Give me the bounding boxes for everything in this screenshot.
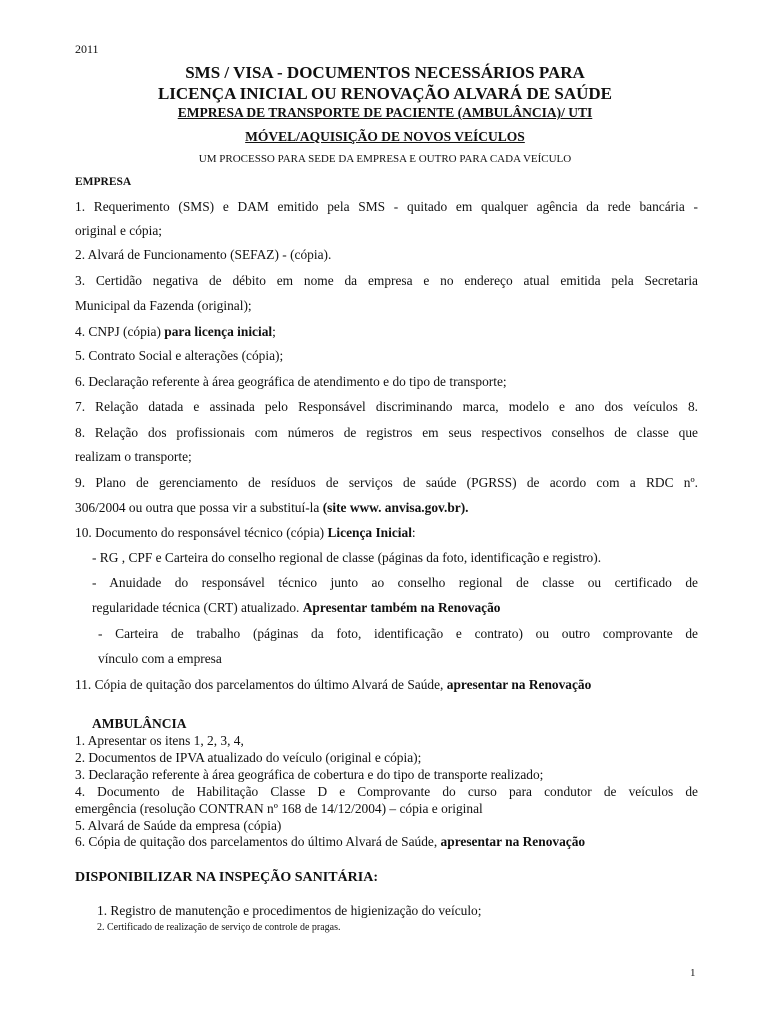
empresa-item-1-line-1: 1. Requerimento (SMS) e DAM emitido pela SMS - quitado em qualquer agência da rede bancária - [75, 199, 698, 214]
empresa-item-10-carteira-line-2: vínculo com a empresa [98, 651, 222, 666]
empresa-item-9-line-1: 9. Plano de gerenciamento de resíduos de serviços de saúde (PGRSS) de acordo com a RDC nº. [75, 475, 698, 490]
empresa-item-10-anuidade-text: regularidade técnica (CRT) atualizado. [92, 600, 303, 615]
anvisa-site-reference: (site www. anvisa.gov.br). [322, 500, 469, 515]
inspecao-item-1: 1. Registro de manutenção e procedimentos de higienização do veículo; [97, 903, 482, 918]
section-label-inspecao: DISPONIBILIZAR NA INSPEÇÃO SANITÁRIA: [75, 870, 379, 885]
empresa-item-11-text: 11. Cópia de quitação dos parcelamentos do último Alvará de Saúde, [75, 677, 447, 692]
empresa-item-8-line-1: 8. Relação dos profissionais com números de registros em seus respectivos conselhos de classe que [75, 425, 698, 440]
ambulancia-item-4-line-2: emergência (resolução CONTRAN nº 168 de 14/12/2004) – cópia e original [75, 801, 483, 816]
empresa-item-1-line-2: original e cópia; [75, 223, 163, 238]
section-label-ambulancia: AMBULÂNCIA [92, 716, 187, 731]
empresa-item-9-line-2 [75, 499, 698, 517]
document-year: 2011 [75, 42, 99, 56]
page-title-line-1: SMS / VISA - DOCUMENTOS NECESSÁRIOS PARA [185, 63, 585, 82]
empresa-item-5: 5. Contrato Social e alterações (cópia); [75, 348, 284, 363]
empresa-item-4-text: 4. CNPJ (cópia) [75, 324, 165, 339]
page-title-line-2: LICENÇA INICIAL OU RENOVAÇÃO ALVARÁ DE SAÚDE [157, 84, 613, 103]
empresa-item-10-emphasis: Licença Inicial [327, 525, 412, 540]
section-label-empresa: EMPRESA [75, 176, 132, 188]
empresa-item-10-anuidade-line-1: - Anuidade do responsável técnico junto ao conselho regional de classe ou certificado de [92, 575, 698, 590]
ambulancia-item-6-emphasis: apresentar na Renovação [440, 834, 586, 849]
empresa-item-10-text: 10. Documento do responsável técnico (cópia) [75, 525, 328, 540]
empresa-item-10 [75, 524, 698, 542]
empresa-item-11 [75, 676, 698, 694]
empresa-item-10-anuidade-line-2 [92, 599, 698, 617]
process-note: UM PROCESSO PARA SEDE DA EMPRESA E OUTRO PARA CADA VEÍCULO [198, 153, 572, 165]
empresa-item-4-emphasis: para licença inicial [164, 324, 273, 339]
empresa-item-7: 7. Relação datada e assinada pelo Responsável discriminando marca, modelo e ano dos veículos 8. [75, 399, 698, 414]
ambulancia-item-2: 2. Documentos de IPVA atualizado do veículo (original e cópia); [75, 750, 422, 765]
empresa-item-10-rg: - RG , CPF e Carteira do conselho regional de classe (páginas da foto, identificação e registro). [92, 550, 602, 565]
empresa-item-6: 6. Declaração referente à área geográfica de atendimento e do tipo de transporte; [75, 374, 507, 389]
ambulancia-item-3: 3. Declaração referente à área geográfica de cobertura e do tipo de transporte realizado; [75, 767, 544, 782]
empresa-item-3-line-1: 3. Certidão negativa de débito em nome da empresa e no endereço atual emitida pela Secretaria [75, 273, 698, 288]
empresa-item-8-line-2: realizam o transporte; [75, 449, 192, 464]
empresa-item-10-end: : [411, 525, 416, 540]
empresa-item-2: 2. Alvará de Funcionamento (SEFAZ) - (cópia). [75, 247, 332, 262]
ambulancia-item-6 [75, 834, 698, 851]
empresa-item-10-carteira-line-1: - Carteira de trabalho (páginas da foto, identificação e contrato) ou outro comprovante de [98, 626, 698, 641]
ambulancia-item-5: 5. Alvará de Saúde da empresa (cópia) [75, 818, 282, 833]
empresa-item-3-line-2: Municipal da Fazenda (original); [75, 298, 252, 313]
ambulancia-item-6-text: 6. Cópia de quitação dos parcelamentos do último Alvará de Saúde, [75, 834, 441, 849]
inspecao-item-2: 2. Certificado de realização de serviço de controle de pragas. [97, 922, 341, 933]
empresa-item-9-text: 306/2004 ou outra que possa vir a substituí-la [75, 500, 323, 515]
page-number: 1 [690, 967, 696, 979]
empresa-item-11-emphasis: apresentar na Renovação [446, 677, 592, 692]
ambulancia-item-1: 1. Apresentar os itens 1, 2, 3, 4, [75, 733, 244, 748]
empresa-item-4-end: ; [272, 324, 276, 339]
page-subtitle-line-2: MÓVEL/AQUISIÇÃO DE NOVOS VEÍCULOS [245, 129, 525, 144]
empresa-item-10-anuidade-emphasis: Apresentar também na Renovação [302, 600, 501, 615]
ambulancia-item-4-line-1: 4. Documento de Habilitação Classe D e Comprovante do curso para condutor de veículos de [75, 784, 698, 799]
page-subtitle-line-1: EMPRESA DE TRANSPORTE DE PACIENTE (AMBULÂNCIA)/ UTI [177, 105, 593, 120]
empresa-item-4 [75, 323, 698, 341]
